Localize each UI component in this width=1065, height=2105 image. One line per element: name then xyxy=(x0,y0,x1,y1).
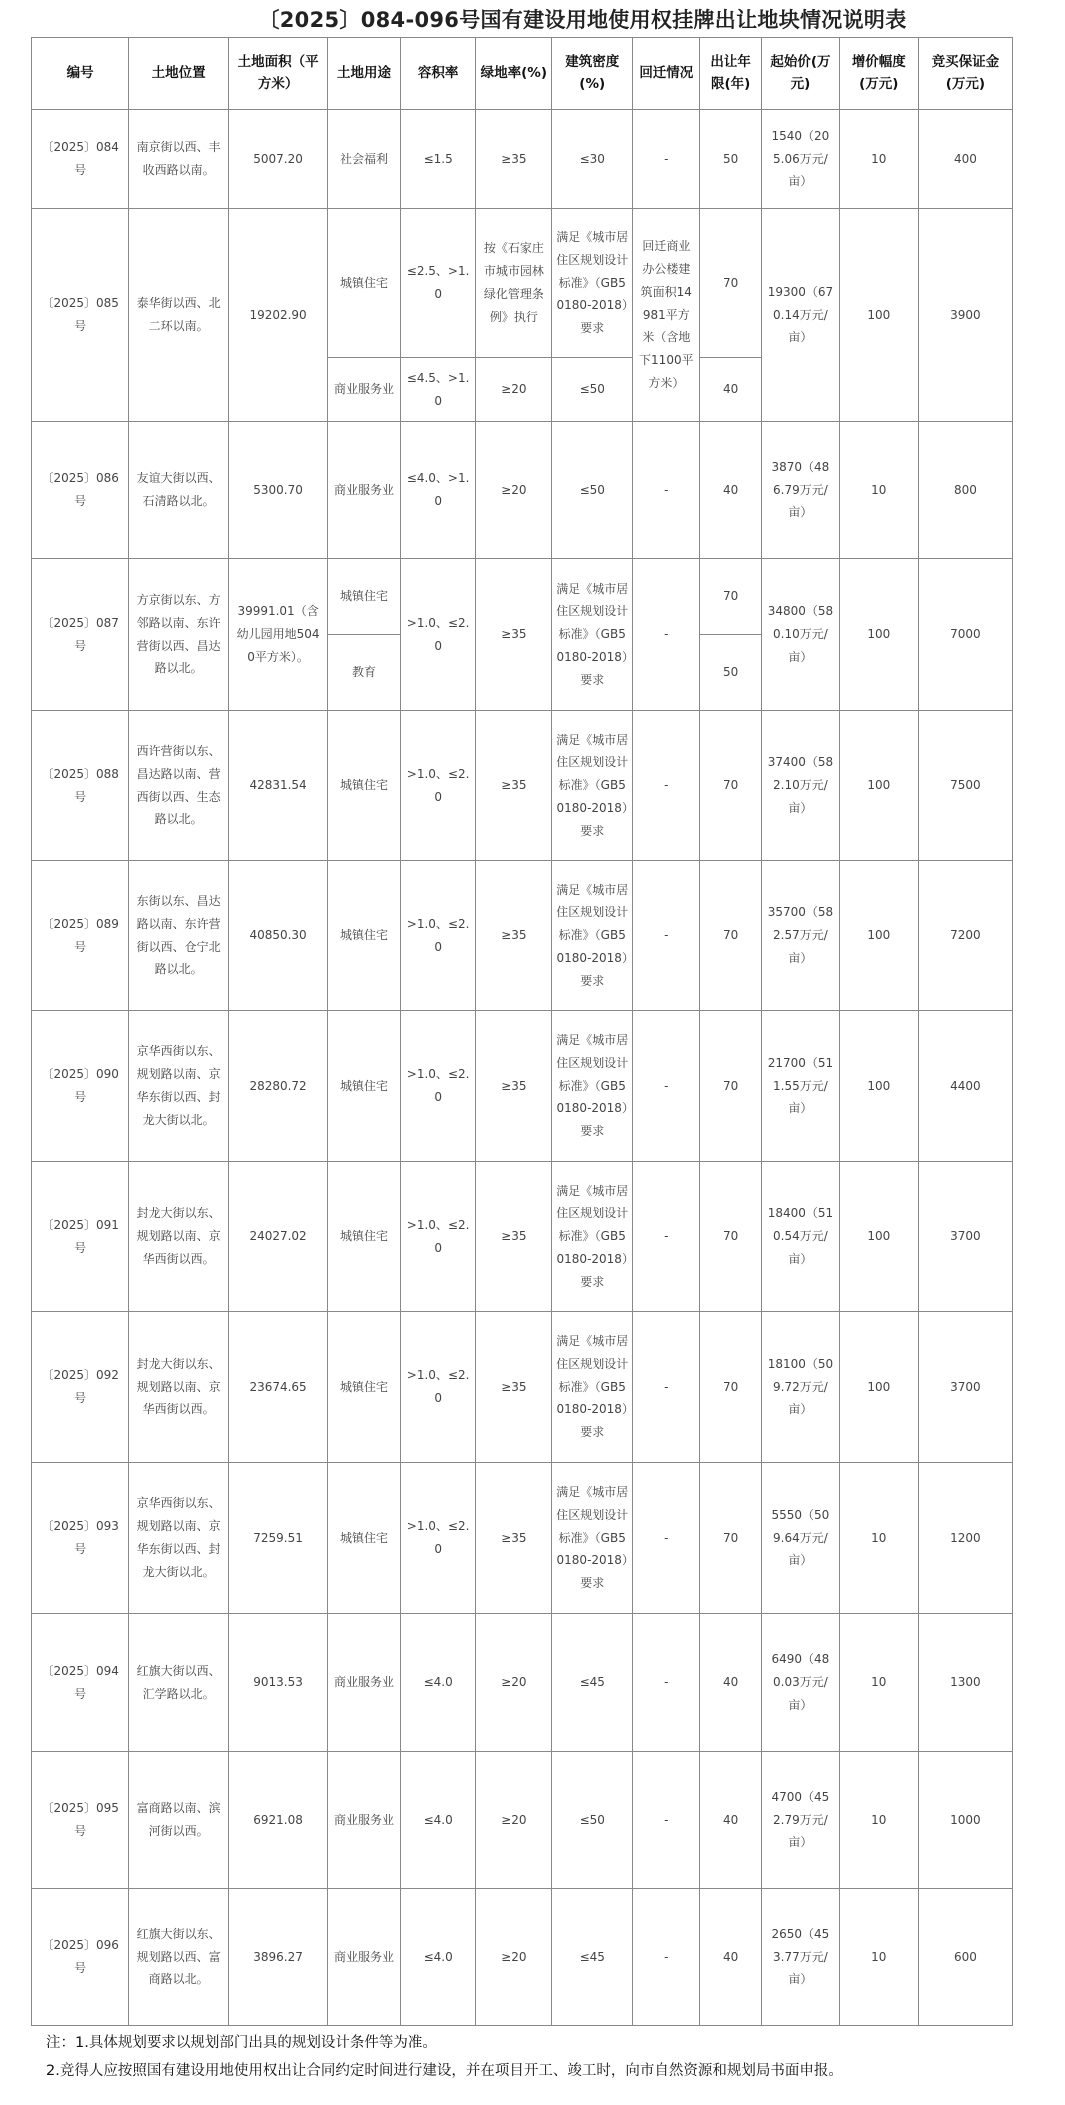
cell-relocation: - xyxy=(633,1614,700,1752)
cell-deposit: 1200 xyxy=(918,1463,1012,1614)
cell-use: 城镇住宅 xyxy=(328,861,400,1011)
cell-increment: 10 xyxy=(839,1614,918,1752)
cell-deposit: 600 xyxy=(918,1889,1012,2026)
cell-density: 满足《城市居住区规划设计标准》（GB50180-2018）要求 xyxy=(552,1011,633,1162)
cell-use: 教育 xyxy=(328,635,400,711)
cell-far: >1.0、≤2.0 xyxy=(400,559,476,711)
cell-years: 40 xyxy=(700,358,762,422)
table-row xyxy=(32,1463,1013,1614)
cell-location: 南京街以西、丰收西路以南。 xyxy=(129,110,229,209)
cell-use: 商业服务业 xyxy=(328,1614,400,1752)
cell-relocation: 回迁商业办公楼建筑面积14981平方米（含地下1100平方米） xyxy=(633,209,700,422)
header-years: 出让年限(年) xyxy=(700,38,762,110)
table-row xyxy=(32,711,1013,861)
cell-deposit: 1300 xyxy=(918,1614,1012,1752)
cell-years: 50 xyxy=(700,110,762,209)
cell-years: 40 xyxy=(700,422,762,559)
cell-price: 35700（582.57万元/亩） xyxy=(761,861,839,1011)
cell-area: 40850.30 xyxy=(228,861,328,1011)
cell-increment: 10 xyxy=(839,1889,918,2026)
cell-far: >1.0、≤2.0 xyxy=(400,1463,476,1614)
header-use: 土地用途 xyxy=(328,38,400,110)
cell-location: 红旗大街以东、规划路以西、富商路以北。 xyxy=(129,1889,229,2026)
cell-deposit: 7500 xyxy=(918,711,1012,861)
cell-location: 方京街以东、方邻路以南、东许营街以西、昌达路以北。 xyxy=(129,559,229,711)
cell-use: 社会福利 xyxy=(328,110,400,209)
cell-use: 城镇住宅 xyxy=(328,1312,400,1463)
cell-density: 满足《城市居住区规划设计标准》（GB50180-2018）要求 xyxy=(552,861,633,1011)
header-area: 土地面积（平方米） xyxy=(228,38,328,110)
cell-increment: 10 xyxy=(839,110,918,209)
cell-green: ≥20 xyxy=(476,422,552,559)
cell-years: 70 xyxy=(700,209,762,358)
table-row xyxy=(32,110,1013,209)
cell-location: 富商路以南、滨河街以西。 xyxy=(129,1752,229,1889)
cell-years: 70 xyxy=(700,1162,762,1312)
cell-relocation: - xyxy=(633,559,700,711)
cell-code: 〔2025〕087号 xyxy=(32,559,129,711)
note-2: 2.竞得人应按照国有建设用地使用权出让合同约定时间进行建设，并在项目开工、竣工时，向市自然资源和规划局书面申报。 xyxy=(46,2063,843,2079)
cell-use: 商业服务业 xyxy=(328,358,400,422)
page-title: 〔2025〕084-096号国有建设用地使用权挂牌出让地块情况说明表 xyxy=(258,8,907,32)
cell-increment: 100 xyxy=(839,559,918,711)
cell-deposit: 800 xyxy=(918,422,1012,559)
header-price: 起始价(万元) xyxy=(761,38,839,110)
cell-green: ≥35 xyxy=(476,110,552,209)
cell-deposit: 4400 xyxy=(918,1011,1012,1162)
cell-density: ≤45 xyxy=(552,1614,633,1752)
cell-green: ≥20 xyxy=(476,1889,552,2026)
cell-location: 友谊大街以西、石清路以北。 xyxy=(129,422,229,559)
note-1: 注：1.具体规划要求以规划部门出具的规划设计条件等为准。 xyxy=(46,2035,437,2051)
cell-use: 商业服务业 xyxy=(328,1889,400,2026)
cell-price: 18400（510.54万元/亩） xyxy=(761,1162,839,1312)
cell-density: ≤50 xyxy=(552,1752,633,1889)
cell-far: ≤4.0 xyxy=(400,1889,476,2026)
table-row xyxy=(32,861,1013,1011)
cell-use: 城镇住宅 xyxy=(328,1463,400,1614)
cell-area: 9013.53 xyxy=(228,1614,328,1752)
cell-far: ≤4.0 xyxy=(400,1752,476,1889)
table-row xyxy=(32,1162,1013,1312)
cell-deposit: 400 xyxy=(918,110,1012,209)
cell-location: 封龙大街以东、规划路以南、京华西街以西。 xyxy=(129,1312,229,1463)
cell-area: 3896.27 xyxy=(228,1889,328,2026)
cell-relocation: - xyxy=(633,422,700,559)
header-relocation: 回迁情况 xyxy=(633,38,700,110)
cell-green: ≥20 xyxy=(476,1614,552,1752)
cell-far: ≤4.0、>1.0 xyxy=(400,422,476,559)
cell-green: ≥35 xyxy=(476,1162,552,1312)
cell-increment: 100 xyxy=(839,1312,918,1463)
cell-price: 18100（509.72万元/亩） xyxy=(761,1312,839,1463)
cell-price: 6490（480.03万元/亩） xyxy=(761,1614,839,1752)
table-row xyxy=(32,1752,1013,1889)
cell-green: ≥20 xyxy=(476,358,552,422)
cell-price: 2650（453.77万元/亩） xyxy=(761,1889,839,2026)
cell-area: 5300.70 xyxy=(228,422,328,559)
cell-location: 东街以东、昌达路以南、东许营街以西、仓宁北路以北。 xyxy=(129,861,229,1011)
cell-relocation: - xyxy=(633,1463,700,1614)
cell-density: ≤45 xyxy=(552,1889,633,2026)
header-density: 建筑密度(%) xyxy=(552,38,633,110)
notes xyxy=(46,2029,843,2085)
cell-years: 70 xyxy=(700,711,762,861)
cell-use: 商业服务业 xyxy=(328,422,400,559)
cell-deposit: 3900 xyxy=(918,209,1012,422)
cell-green: 按《石家庄市城市园林绿化管理条例》执行 xyxy=(476,209,552,358)
cell-use: 城镇住宅 xyxy=(328,1162,400,1312)
cell-price: 37400（582.10万元/亩） xyxy=(761,711,839,861)
cell-green: ≥35 xyxy=(476,861,552,1011)
cell-deposit: 1000 xyxy=(918,1752,1012,1889)
cell-location: 西许营街以东、昌达路以南、营西街以西、生态路以北。 xyxy=(129,711,229,861)
cell-density: 满足《城市居住区规划设计标准》（GB50180-2018）要求 xyxy=(552,559,633,711)
cell-relocation: - xyxy=(633,1752,700,1889)
cell-density: ≤30 xyxy=(552,110,633,209)
cell-code: 〔2025〕094号 xyxy=(32,1614,129,1752)
cell-code: 〔2025〕093号 xyxy=(32,1463,129,1614)
cell-green: ≥35 xyxy=(476,559,552,711)
cell-increment: 10 xyxy=(839,1752,918,1889)
cell-green: ≥35 xyxy=(476,1011,552,1162)
cell-relocation: - xyxy=(633,861,700,1011)
cell-use: 城镇住宅 xyxy=(328,1011,400,1162)
cell-code: 〔2025〕090号 xyxy=(32,1011,129,1162)
cell-code: 〔2025〕096号 xyxy=(32,1889,129,2026)
cell-years: 70 xyxy=(700,1011,762,1162)
cell-density: 满足《城市居住区规划设计标准》（GB50180-2018）要求 xyxy=(552,1162,633,1312)
cell-density: 满足《城市居住区规划设计标准》（GB50180-2018）要求 xyxy=(552,711,633,861)
cell-area: 39991.01（含幼儿园用地5040平方米）。 xyxy=(228,559,328,711)
cell-far: >1.0、≤2.0 xyxy=(400,1011,476,1162)
cell-relocation: - xyxy=(633,1312,700,1463)
table-row xyxy=(32,559,1013,635)
cell-area: 7259.51 xyxy=(228,1463,328,1614)
cell-density: 满足《城市居住区规划设计标准》（GB50180-2018）要求 xyxy=(552,209,633,358)
cell-deposit: 7200 xyxy=(918,861,1012,1011)
table-row xyxy=(32,1614,1013,1752)
cell-increment: 10 xyxy=(839,1463,918,1614)
table-row xyxy=(32,209,1013,358)
cell-code: 〔2025〕089号 xyxy=(32,861,129,1011)
cell-years: 70 xyxy=(700,559,762,635)
cell-code: 〔2025〕092号 xyxy=(32,1312,129,1463)
cell-increment: 100 xyxy=(839,861,918,1011)
cell-green: ≥35 xyxy=(476,1463,552,1614)
header-row xyxy=(32,38,1013,110)
cell-increment: 10 xyxy=(839,422,918,559)
cell-code: 〔2025〕088号 xyxy=(32,711,129,861)
header-code: 编号 xyxy=(32,38,129,110)
cell-years: 40 xyxy=(700,1614,762,1752)
cell-green: ≥35 xyxy=(476,1312,552,1463)
cell-code: 〔2025〕095号 xyxy=(32,1752,129,1889)
cell-years: 70 xyxy=(700,861,762,1011)
cell-years: 40 xyxy=(700,1889,762,2026)
cell-relocation: - xyxy=(633,1162,700,1312)
cell-code: 〔2025〕085号 xyxy=(32,209,129,422)
cell-area: 6921.08 xyxy=(228,1752,328,1889)
cell-price: 4700（452.79万元/亩） xyxy=(761,1752,839,1889)
cell-code: 〔2025〕086号 xyxy=(32,422,129,559)
cell-density: 满足《城市居住区规划设计标准》（GB50180-2018）要求 xyxy=(552,1463,633,1614)
cell-years: 70 xyxy=(700,1312,762,1463)
land-parcel-table xyxy=(31,37,1013,2026)
cell-code: 〔2025〕091号 xyxy=(32,1162,129,1312)
cell-area: 28280.72 xyxy=(228,1011,328,1162)
cell-far: >1.0、≤2.0 xyxy=(400,1312,476,1463)
cell-price: 3870（486.79万元/亩） xyxy=(761,422,839,559)
header-green: 绿地率(%) xyxy=(476,38,552,110)
cell-price: 34800（580.10万元/亩） xyxy=(761,559,839,711)
cell-relocation: - xyxy=(633,711,700,861)
cell-price: 19300（670.14万元/亩） xyxy=(761,209,839,422)
cell-years: 70 xyxy=(700,1463,762,1614)
table-row xyxy=(32,1011,1013,1162)
header-deposit: 竞买保证金(万元) xyxy=(918,38,1012,110)
cell-use: 商业服务业 xyxy=(328,1752,400,1889)
cell-density: 满足《城市居住区规划设计标准》（GB50180-2018）要求 xyxy=(552,1312,633,1463)
cell-price: 5550（509.64万元/亩） xyxy=(761,1463,839,1614)
cell-use: 城镇住宅 xyxy=(328,559,400,635)
cell-far: >1.0、≤2.0 xyxy=(400,1162,476,1312)
cell-area: 23674.65 xyxy=(228,1312,328,1463)
table-row xyxy=(32,1889,1013,2026)
cell-increment: 100 xyxy=(839,711,918,861)
header-increment: 增价幅度(万元) xyxy=(839,38,918,110)
cell-deposit: 7000 xyxy=(918,559,1012,711)
header-location: 土地位置 xyxy=(129,38,229,110)
cell-far: >1.0、≤2.0 xyxy=(400,861,476,1011)
cell-years: 50 xyxy=(700,635,762,711)
cell-deposit: 3700 xyxy=(918,1162,1012,1312)
cell-increment: 100 xyxy=(839,209,918,422)
cell-deposit: 3700 xyxy=(918,1312,1012,1463)
cell-green: ≥20 xyxy=(476,1752,552,1889)
cell-far: ≤4.0 xyxy=(400,1614,476,1752)
cell-location: 泰华街以西、北二环以南。 xyxy=(129,209,229,422)
cell-area: 24027.02 xyxy=(228,1162,328,1312)
cell-increment: 100 xyxy=(839,1011,918,1162)
cell-use: 城镇住宅 xyxy=(328,209,400,358)
cell-location: 京华西街以东、规划路以南、京华东街以西、封龙大街以北。 xyxy=(129,1011,229,1162)
header-far: 容积率 xyxy=(400,38,476,110)
table-row xyxy=(32,1312,1013,1463)
cell-far: >1.0、≤2.0 xyxy=(400,711,476,861)
cell-area: 42831.54 xyxy=(228,711,328,861)
cell-location: 红旗大街以西、汇学路以北。 xyxy=(129,1614,229,1752)
cell-density: ≤50 xyxy=(552,422,633,559)
cell-years: 40 xyxy=(700,1752,762,1889)
table-row xyxy=(32,422,1013,559)
cell-density: ≤50 xyxy=(552,358,633,422)
cell-area: 19202.90 xyxy=(228,209,328,422)
cell-location: 封龙大街以东、规划路以南、京华西街以西。 xyxy=(129,1162,229,1312)
cell-green: ≥35 xyxy=(476,711,552,861)
cell-price: 1540（205.06万元/亩） xyxy=(761,110,839,209)
cell-use: 城镇住宅 xyxy=(328,711,400,861)
cell-increment: 100 xyxy=(839,1162,918,1312)
cell-price: 21700（511.55万元/亩） xyxy=(761,1011,839,1162)
cell-area: 5007.20 xyxy=(228,110,328,209)
cell-far: ≤4.5、>1.0 xyxy=(400,358,476,422)
cell-location: 京华西街以东、规划路以南、京华东街以西、封龙大街以北。 xyxy=(129,1463,229,1614)
cell-far: ≤2.5、>1.0 xyxy=(400,209,476,358)
cell-relocation: - xyxy=(633,1011,700,1162)
cell-relocation: - xyxy=(633,1889,700,2026)
cell-relocation: - xyxy=(633,110,700,209)
cell-code: 〔2025〕084号 xyxy=(32,110,129,209)
cell-far: ≤1.5 xyxy=(400,110,476,209)
